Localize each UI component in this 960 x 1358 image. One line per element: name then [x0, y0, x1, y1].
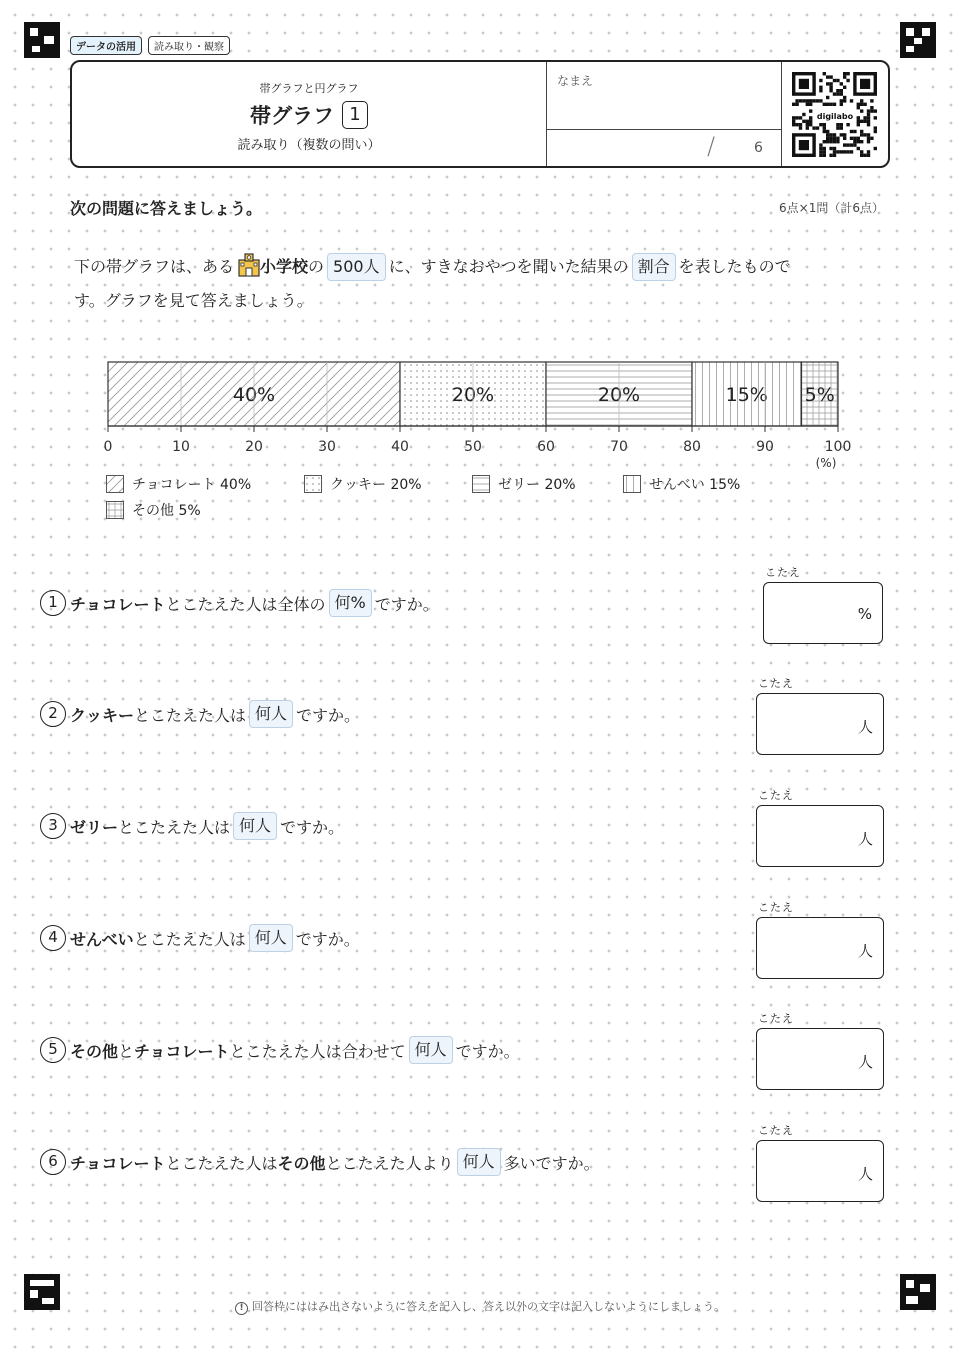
bar-label-4: 15%: [725, 384, 768, 406]
legend-text: クッキー 20%: [330, 477, 422, 493]
legend-text: その他 5%: [132, 503, 201, 519]
question-keyword-box: 何%: [329, 589, 372, 617]
question-text: ですか。: [455, 1041, 520, 1061]
legend-swatch-icon: [106, 475, 124, 493]
question-keyword-box: 何人: [249, 700, 293, 728]
legend-swatch-icon: [106, 501, 124, 519]
category-tags: [70, 36, 230, 55]
question-keyword-box: 何人: [233, 812, 277, 840]
x-tick-label: 10: [172, 439, 190, 455]
answer-label: こたえ: [758, 789, 794, 802]
title-text: 帯グラフ: [250, 104, 334, 128]
x-tick-label: 20: [245, 439, 263, 455]
question-text: とこたえた人は: [118, 817, 231, 837]
question-text: とこたえた人は: [165, 1153, 278, 1173]
x-tick-label: 80: [683, 439, 701, 455]
answer-unit: 人: [857, 1165, 873, 1183]
intro-ratio-box: 割合: [632, 253, 676, 281]
answer-label: こたえ: [758, 901, 794, 914]
legend-text: チョコレート 40%: [132, 477, 252, 493]
bar-label-1: 40%: [232, 384, 276, 406]
school-icon: [238, 253, 260, 277]
bar-label-2: 20%: [451, 384, 495, 406]
answer-box-1[interactable]: [763, 582, 883, 644]
x-tick-label: 50: [464, 439, 482, 455]
legend-swatch-icon: [304, 475, 322, 493]
question-keyword: その他: [277, 1153, 326, 1173]
page-title: [72, 100, 546, 130]
tag-reading-observation: 読み取り・観察: [148, 36, 230, 55]
footer-note: [0, 1298, 960, 1315]
answer-unit: 人: [857, 830, 873, 848]
answer-unit: %: [857, 605, 872, 623]
question-6: [40, 1148, 600, 1176]
question-text: ですか。: [295, 929, 360, 949]
qr-caption: digilabo: [816, 112, 854, 121]
answer-label: こたえ: [758, 1124, 794, 1137]
legend-item-1: [106, 474, 251, 494]
question-4: [40, 924, 360, 952]
x-axis-unit: (%): [815, 456, 837, 470]
question-text: とこたえた人は: [134, 705, 247, 725]
answer-label: こたえ: [758, 677, 794, 690]
legend-text: ゼリー 20%: [498, 477, 576, 493]
intro-text-1: 下の帯グラフは、ある: [74, 257, 235, 276]
question-keyword: チョコレート: [70, 1153, 166, 1173]
qr-code-icon: [792, 72, 878, 158]
answer-unit: 人: [857, 942, 873, 960]
question-keyword: クッキー: [70, 705, 135, 725]
x-tick-label: 0: [103, 439, 113, 455]
band-graph: [90, 350, 870, 472]
worksheet-description: 読み取り（複数の問い）: [237, 138, 381, 153]
question-text: とこたえた人は合わせて: [229, 1041, 406, 1061]
question-text: とこたえた人は: [133, 929, 246, 949]
corner-marker-top-left: [24, 22, 60, 58]
intro-school: 小学校: [260, 257, 309, 276]
question-text: ですか。: [280, 817, 345, 837]
instruction-text: 次の問題に答えましょう。: [70, 199, 263, 218]
intro-text-2: の: [308, 257, 325, 276]
question-keyword-box: 何人: [457, 1148, 501, 1176]
question-text: ですか。: [296, 705, 361, 725]
bar-label-5: 5%: [804, 384, 835, 406]
legend-item-5: [106, 500, 201, 520]
answer-box-6[interactable]: [756, 1140, 884, 1202]
score-field[interactable]: [547, 130, 782, 166]
question-2: [40, 700, 360, 728]
x-tick-label: 30: [318, 439, 336, 455]
question-number: 3: [40, 813, 66, 839]
legend-text: せんべい 15%: [649, 477, 741, 493]
legend-swatch-icon: [472, 475, 490, 493]
points-info: 6点×1問（計6点）: [779, 201, 884, 215]
question-number: 2: [40, 701, 66, 727]
question-number: 4: [40, 925, 66, 951]
worksheet-number: 1: [342, 101, 368, 129]
legend-swatch-icon: [623, 475, 641, 493]
intro-count-box: 500人: [327, 253, 386, 281]
question-text: とこたえた人は全体の: [165, 594, 326, 614]
legend-item-2: [304, 474, 422, 494]
question-keyword: その他: [70, 1041, 119, 1061]
intro-paragraph: [74, 250, 884, 318]
question-text: とこたえた人より: [325, 1153, 454, 1173]
x-tick-label: 40: [391, 439, 409, 455]
x-tick-label: 60: [537, 439, 555, 455]
question-text: 多いですか。: [503, 1153, 600, 1173]
score-slash: /: [707, 132, 716, 160]
x-tick-label: 100: [824, 439, 852, 455]
question-keyword: ゼリー: [70, 817, 119, 837]
answer-box-5[interactable]: [756, 1028, 884, 1090]
footer-text: 回答枠にははみ出さないように答えを記入し、答え以外の文字は記入しないようにしましょう。: [252, 1300, 725, 1313]
question-text: ですか。: [374, 594, 439, 614]
question-1: [40, 589, 439, 617]
question-5: [40, 1036, 520, 1064]
answer-unit: 人: [857, 718, 873, 736]
intro-text-3: に、すきなおやつを聞いた結果の: [388, 257, 629, 276]
question-keyword-box: 何人: [249, 924, 293, 952]
question-keyword: せんべい: [70, 929, 134, 949]
worksheet-header: [70, 60, 890, 168]
x-tick-label: 70: [610, 439, 628, 455]
answer-label: こたえ: [758, 1012, 794, 1025]
x-tick-label: 90: [756, 439, 774, 455]
bar-label-3: 20%: [597, 384, 641, 406]
question-keyword-box: 何人: [409, 1036, 453, 1064]
info-icon: !: [235, 1302, 248, 1315]
name-field[interactable]: [547, 62, 782, 130]
title-area: [72, 62, 547, 166]
score-total: 6: [754, 140, 763, 156]
tag-data-usage: データの活用: [70, 36, 142, 55]
answer-box-2[interactable]: [756, 693, 884, 755]
answer-label: こたえ: [765, 566, 801, 579]
question-3: [40, 812, 344, 840]
question-number: 6: [40, 1149, 66, 1175]
question-number: 1: [40, 590, 66, 616]
answer-box-4[interactable]: [756, 917, 884, 979]
answer-unit: 人: [857, 1053, 873, 1071]
question-number: 5: [40, 1037, 66, 1063]
intro-text-5: す。グラフを見て答えましょう。: [74, 291, 313, 310]
corner-marker-top-right: [900, 22, 936, 58]
question-text: と: [118, 1041, 135, 1061]
name-label: なまえ: [557, 74, 594, 88]
unit-subtitle: 帯グラフと円グラフ: [259, 82, 359, 95]
answer-box-3[interactable]: [756, 805, 884, 867]
legend-item-4: [623, 474, 740, 494]
question-keyword: チョコレート: [70, 594, 166, 614]
intro-text-4: を表したもので: [678, 257, 791, 276]
question-keyword: チョコレート: [134, 1041, 230, 1061]
legend-item-3: [472, 474, 576, 494]
